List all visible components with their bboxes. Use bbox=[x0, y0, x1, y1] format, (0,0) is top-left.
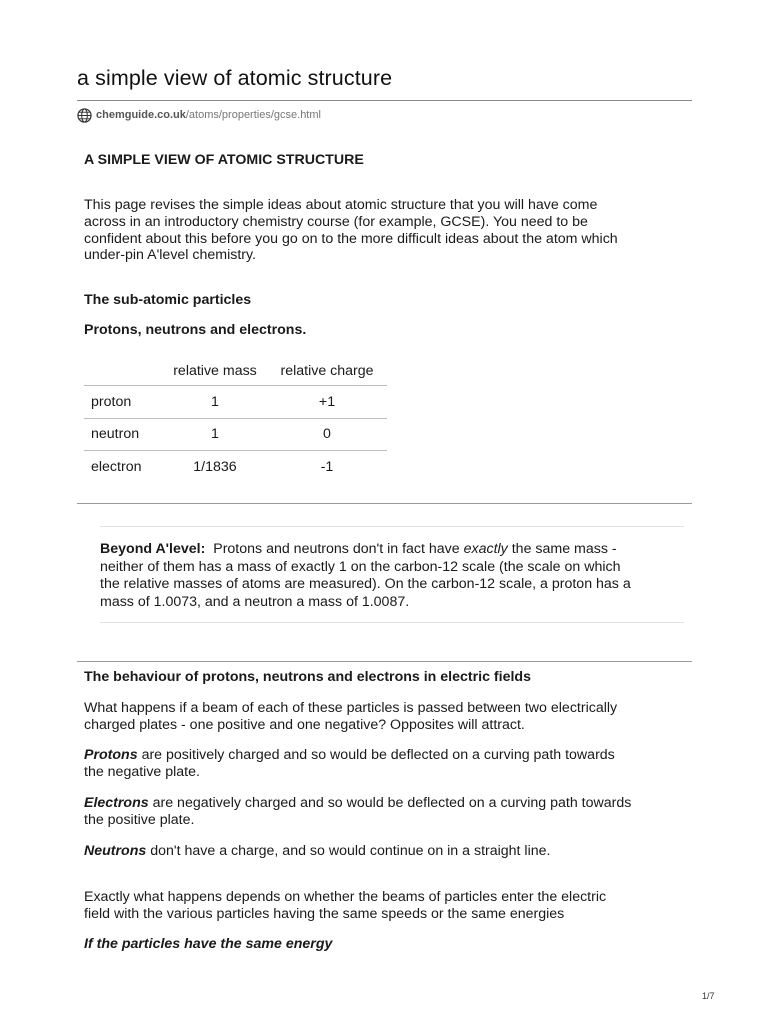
beyond-text: neither of them has a mass of exactly 1 on the carbon-12 scale (the scale on which bbox=[100, 558, 621, 575]
intro-line: under-pin A'level chemistry. bbox=[84, 247, 256, 264]
paragraph-line: field with the various particles having the same speeds or the same energies bbox=[84, 905, 565, 922]
beyond-alevel-note bbox=[100, 541, 682, 611]
paragraph-line: are negatively charged and so would be deflected on a curving path towards bbox=[152, 795, 632, 811]
neutrons-paragraph bbox=[84, 843, 550, 860]
table-cell: electron bbox=[91, 458, 142, 475]
box-top-border bbox=[100, 526, 684, 527]
globe-icon bbox=[77, 108, 92, 123]
beyond-label: Beyond A'level: bbox=[100, 541, 206, 557]
table-header-cell: relative charge bbox=[280, 362, 374, 379]
page-title: a simple view of atomic structure bbox=[77, 66, 393, 90]
title-divider bbox=[77, 100, 692, 101]
exactly-paragraph bbox=[84, 889, 606, 923]
intro-line: confident about this before you go on to the more difficult ideas about the atom which bbox=[84, 230, 618, 247]
electrons-paragraph bbox=[84, 795, 631, 829]
beyond-text: the relative masses of atoms are measured). On the carbon-12 scale, a proton has a bbox=[100, 576, 631, 593]
paragraph-line: are positively charged and so would be deflected on a curving path towards bbox=[141, 747, 615, 763]
table-header-row bbox=[84, 356, 387, 386]
beyond-emphasis: exactly bbox=[463, 541, 508, 557]
particle-table bbox=[84, 356, 387, 483]
table-row bbox=[84, 418, 387, 451]
subatomic-heading: The sub-atomic particles bbox=[84, 292, 252, 308]
fields-heading: The behaviour of protons, neutrons and electrons in electric fields bbox=[84, 669, 531, 685]
source-path[interactable]: /atoms/properties/gcse.html bbox=[185, 109, 321, 121]
electrons-term: Electrons bbox=[84, 795, 149, 811]
beyond-text: the same mass - bbox=[511, 541, 617, 557]
section-divider bbox=[77, 503, 692, 504]
what-happens-paragraph bbox=[84, 700, 617, 734]
neutrons-term: Neutrons bbox=[84, 843, 147, 859]
beyond-text: Protons and neutrons don't in fact have bbox=[213, 541, 460, 557]
same-energy-heading: If the particles have the same energy bbox=[84, 936, 333, 952]
beyond-text: mass of 1.0073, and a neutron a mass of 1.0087. bbox=[100, 593, 410, 610]
source-link[interactable] bbox=[77, 106, 321, 124]
pne-heading: Protons, neutrons and electrons. bbox=[84, 322, 307, 338]
intro-line: across in an introductory chemistry course (for example, GCSE). You need to be bbox=[84, 213, 588, 230]
main-heading: A SIMPLE VIEW OF ATOMIC STRUCTURE bbox=[84, 152, 364, 168]
paragraph-line: What happens if a beam of each of these particles is passed between two electrically bbox=[84, 700, 618, 716]
table-row bbox=[84, 386, 387, 419]
paragraph-line: Exactly what happens depends on whether the beams of particles enter the electric bbox=[84, 889, 607, 905]
table-cell: 1 bbox=[211, 393, 219, 410]
paragraph-line: charged plates - one positive and one negative? Opposites will attract. bbox=[84, 716, 525, 733]
intro-paragraph bbox=[84, 197, 618, 264]
protons-paragraph bbox=[84, 747, 615, 781]
table-cell: 0 bbox=[323, 426, 331, 443]
page-number: 1/7 bbox=[702, 991, 715, 1001]
source-domain[interactable]: chemguide.co.uk bbox=[96, 109, 186, 121]
paragraph-line: the positive plate. bbox=[84, 811, 195, 828]
table-cell: proton bbox=[91, 393, 132, 410]
section-divider bbox=[77, 661, 692, 662]
paragraph-line: don't have a charge, and so would continue on in a straight line. bbox=[150, 843, 551, 859]
table-row bbox=[84, 451, 387, 483]
table-cell: -1 bbox=[320, 458, 334, 475]
paragraph-line: the negative plate. bbox=[84, 763, 200, 780]
table-header-cell: relative mass bbox=[173, 362, 257, 379]
table-header-cell bbox=[84, 356, 163, 386]
table-cell: +1 bbox=[318, 393, 336, 410]
box-bottom-border bbox=[100, 622, 684, 623]
table-cell: 1/1836 bbox=[193, 458, 237, 475]
protons-term: Protons bbox=[84, 747, 138, 763]
table-cell: neutron bbox=[91, 426, 140, 443]
intro-line: This page revises the simple ideas about atomic structure that you will have come bbox=[84, 197, 598, 213]
table-cell: 1 bbox=[211, 426, 219, 443]
